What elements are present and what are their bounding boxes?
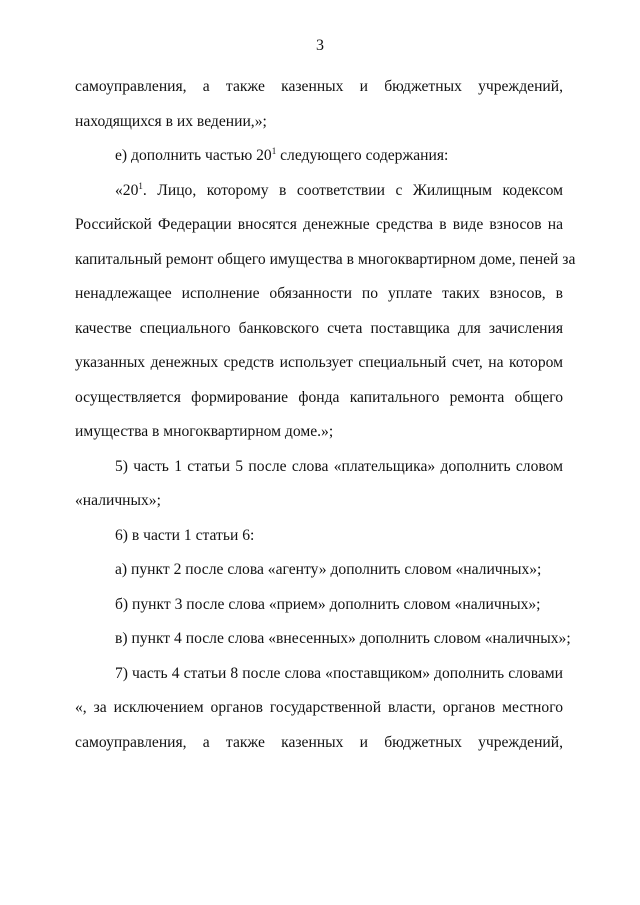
text-line: находящихся в их ведении,»;	[75, 112, 267, 130]
item-6-v: в) пункт 4 после слова «внесенных» дополнить словом «наличных»;	[115, 630, 571, 647]
text-line: ненадлежащее исполнение обязанности по уплате таких взносов, в	[75, 285, 563, 302]
item-6-a: а) пункт 2 после слова «агенту» дополнить словом «наличных»;	[115, 561, 542, 578]
item-6-b: б) пункт 3 после слова «прием» дополнить словом «наличных»;	[115, 595, 541, 613]
text-fragment: «20	[115, 181, 139, 199]
text-line: указанных денежных средств использует специальный счет, на котором	[75, 354, 563, 371]
text-line: самоуправления, а также казенных и бюджетных учреждений,	[75, 733, 563, 751]
document-body	[75, 70, 576, 760]
text-line: имущества в многоквартирном доме.»;	[75, 423, 334, 440]
text-line: «, за исключением органов государственной власти, органов местного	[75, 699, 563, 716]
paragraph-e-heading	[75, 139, 563, 174]
item-5: 5) часть 1 статьи 5 после слова «плательщика» дополнить словом	[115, 457, 563, 475]
text-line: самоуправления, а также казенных и бюджетных учреждений,	[75, 78, 563, 95]
text-line: «наличных»;	[75, 492, 161, 509]
superscript: 1	[271, 146, 277, 156]
text-fragment: следующего содержания:	[276, 147, 449, 164]
text-line: капитальный ремонт общего имущества в многоквартирном доме, пеней за	[75, 250, 576, 268]
superscript: 1	[138, 180, 143, 191]
item-7: 7) часть 4 статьи 8 после слова «поставщиком» дополнить словами	[115, 664, 563, 682]
text-line: Российской Федерации вносятся денежные средства в виде взносов на	[75, 216, 563, 233]
text-line: качестве специального банковского счета поставщика для зачисления	[75, 319, 563, 337]
item-6: 6) в части 1 статьи 6:	[115, 526, 255, 544]
paragraph-20-1-start	[75, 174, 563, 209]
text-line: осуществляется формирование фонда капитального ремонта общего	[75, 388, 563, 406]
text-fragment: . Лицо, которому в соответствии с Жилищным кодексом	[142, 181, 563, 199]
page-number: 3	[316, 37, 324, 54]
text-fragment: е) дополнить частью 20	[115, 147, 272, 164]
